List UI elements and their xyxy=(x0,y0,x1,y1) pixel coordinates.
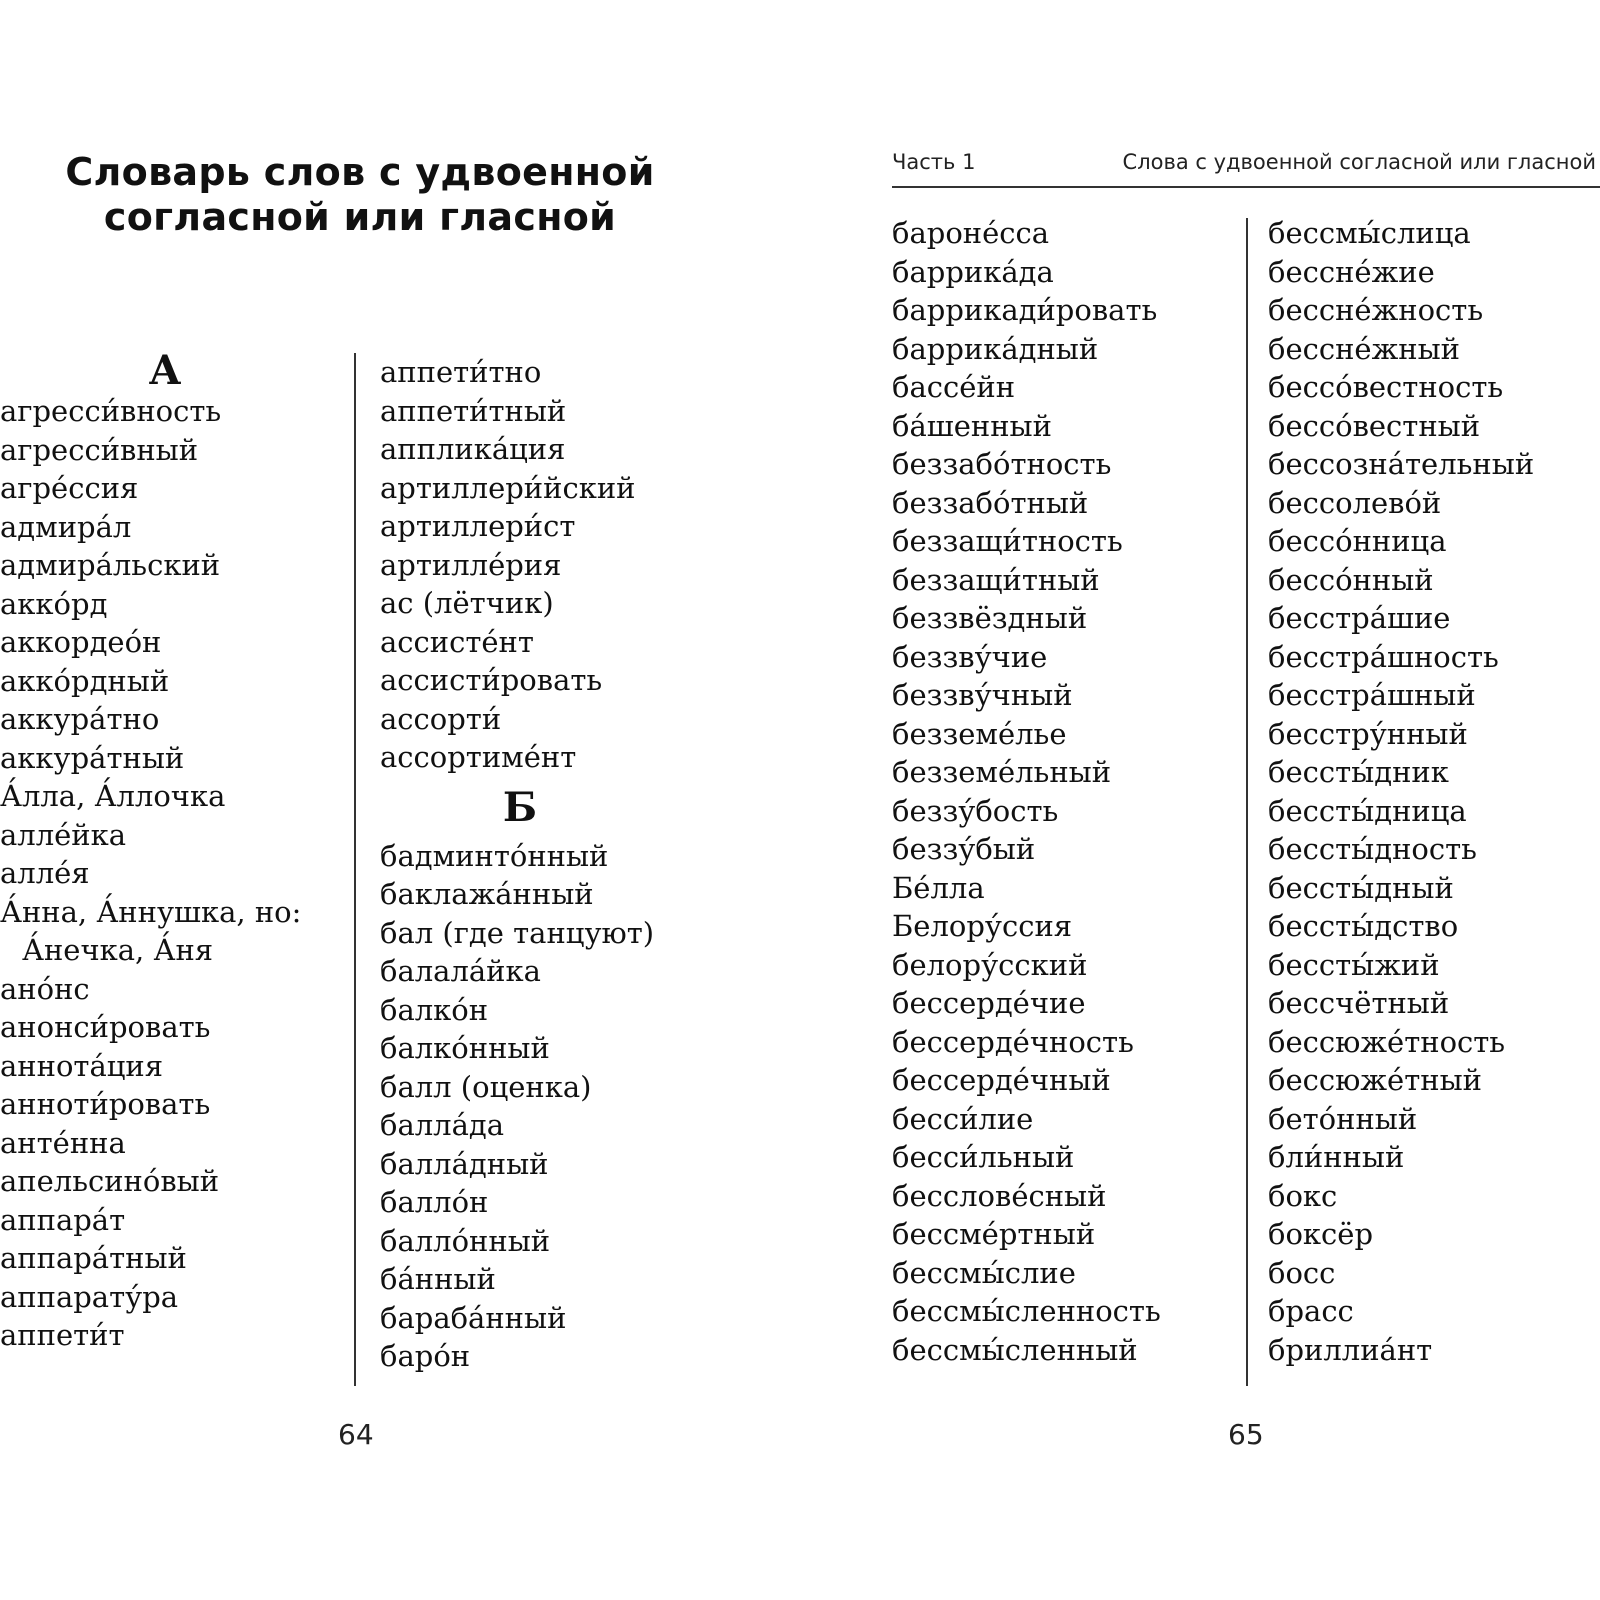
dictionary-entry: артиллери́ст xyxy=(380,509,576,543)
dictionary-entry: бессерде́чный xyxy=(892,1063,1111,1097)
dictionary-entry: бесстру́нный xyxy=(1268,716,1468,751)
dictionary-entry: А́нна, А́ннушка, но: xyxy=(0,894,302,929)
dictionary-entry: бадминто́нный xyxy=(380,838,609,873)
left-page-column-2 xyxy=(380,353,780,1376)
dictionary-entry: аппети́т xyxy=(0,1318,125,1352)
dictionary-entry: бессты́дница xyxy=(1268,793,1467,828)
dictionary-entry: апельсино́вый xyxy=(0,1164,220,1198)
dictionary-entry: агресси́вность xyxy=(0,394,222,428)
dictionary-entry: бессты́дный xyxy=(1268,870,1454,905)
dictionary-entry: ассорти́ xyxy=(380,701,502,736)
dictionary-title xyxy=(30,150,690,240)
dictionary-entry: аккордео́н xyxy=(0,625,162,659)
dictionary-entry: бесстра́шие xyxy=(1268,601,1451,635)
dictionary-entry: бессмы́слие xyxy=(892,1255,1076,1290)
dictionary-entry: апплика́ция xyxy=(380,432,566,466)
dictionary-entry: бессты́дство xyxy=(1268,909,1459,943)
dictionary-entry: аннота́ция xyxy=(0,1048,164,1083)
dictionary-entry: адмира́л xyxy=(0,509,132,544)
dictionary-entry: бессне́жие xyxy=(1268,254,1435,289)
letter-heading-a: А xyxy=(148,347,182,394)
dictionary-entry: бессчётный xyxy=(1268,986,1450,1020)
dictionary-entry: А́лла, А́ллочка xyxy=(0,779,226,813)
dictionary-entry: бессерде́чность xyxy=(892,1024,1134,1059)
right-page-column-1 xyxy=(892,214,1242,1369)
dictionary-entry: Белору́ссия xyxy=(892,909,1073,943)
dictionary-entry: балл (оценка) xyxy=(380,1069,592,1104)
dictionary-entry: боксёр xyxy=(1268,1217,1374,1251)
dictionary-entry: бессолево́й xyxy=(1268,485,1442,520)
right-page xyxy=(800,0,1600,1600)
dictionary-entry: бессо́нный xyxy=(1268,562,1434,597)
dictionary-entry: анте́нна xyxy=(0,1125,126,1160)
dictionary-entry: ба́шенный xyxy=(892,408,1052,443)
dictionary-entry: бессме́ртный xyxy=(892,1217,1096,1251)
dictionary-entry: беззабо́тность xyxy=(892,447,1112,481)
dictionary-entry: А́нечка, А́ня xyxy=(22,933,214,967)
dictionary-entry: босс xyxy=(1268,1255,1336,1290)
dictionary-entry: бессюже́тный xyxy=(1268,1063,1482,1097)
dictionary-entry: бессмы́слица xyxy=(1268,216,1471,250)
dictionary-entry: бриллиа́нт xyxy=(1268,1332,1433,1367)
page-number-left: 64 xyxy=(338,1418,374,1451)
dictionary-entry: балла́да xyxy=(380,1108,505,1142)
dictionary-entry: бессты́дник xyxy=(1268,755,1449,789)
dictionary-entry: алле́йка xyxy=(0,817,127,852)
dictionary-entry: бессты́дность xyxy=(1268,832,1477,866)
dictionary-entry: балло́нный xyxy=(380,1223,551,1258)
dictionary-entry: бессо́нница xyxy=(1268,524,1447,558)
dictionary-entry: бараба́нный xyxy=(380,1300,567,1335)
running-header xyxy=(892,150,1600,188)
dictionary-entry: ас (лётчик) xyxy=(380,586,554,620)
dictionary-entry: бессерде́чие xyxy=(892,986,1086,1020)
dictionary-entry: бето́нный xyxy=(1268,1101,1418,1136)
dictionary-entry: ассортиме́нт xyxy=(380,740,577,774)
dictionary-entry: аппети́тный xyxy=(380,393,567,428)
title-line-1: Словарь слов с удвоенной xyxy=(65,150,655,194)
dictionary-entry: беззвёздный xyxy=(892,601,1088,635)
dictionary-entry: беззву́чный xyxy=(892,678,1073,712)
dictionary-entry: аппара́т xyxy=(0,1202,126,1237)
dictionary-entry: баррика́дный xyxy=(892,331,1099,366)
left-page-column-1 xyxy=(0,349,350,1355)
dictionary-entry: беззeме́льный xyxy=(892,755,1112,789)
right-page-column-2 xyxy=(1268,214,1600,1369)
dictionary-entry: агре́ссия xyxy=(0,471,139,505)
dictionary-entry: бароне́сса xyxy=(892,216,1050,250)
header-section-title: Слова с удвоенной согласной или гласной xyxy=(1122,150,1596,174)
dictionary-entry: бессюже́тность xyxy=(1268,1024,1506,1059)
dictionary-entry: ассисте́нт xyxy=(380,624,534,659)
dictionary-entry: агресси́вный xyxy=(0,432,199,467)
dictionary-entry: артиллери́йский xyxy=(380,470,636,505)
header-part: Часть 1 xyxy=(892,150,976,174)
dictionary-entry: артилле́рия xyxy=(380,547,562,582)
dictionary-entry: баро́н xyxy=(380,1339,471,1373)
dictionary-entry: бессо́вестность xyxy=(1268,370,1504,404)
dictionary-entry: бесстра́шность xyxy=(1268,639,1499,674)
dictionary-entry: аннoти́ровать xyxy=(0,1087,211,1121)
dictionary-entry: бли́нный xyxy=(1268,1140,1405,1174)
dictionary-entry: беззабо́тный xyxy=(892,485,1089,520)
right-column-divider xyxy=(1246,218,1248,1386)
dictionary-entry: алле́я xyxy=(0,856,90,890)
dictionary-entry: бесси́льный xyxy=(892,1140,1075,1174)
dictionary-entry: адмира́льский xyxy=(0,548,221,582)
dictionary-entry: бессо́вестный xyxy=(1268,408,1481,443)
dictionary-entry: бессне́жность xyxy=(1268,293,1484,327)
dictionary-entry: беззeме́лье xyxy=(892,716,1067,751)
page-number-right: 65 xyxy=(1228,1418,1264,1451)
dictionary-entry: беззву́чие xyxy=(892,639,1048,674)
dictionary-entry: балла́дный xyxy=(380,1146,549,1181)
dictionary-entry: аккура́тно xyxy=(0,702,160,736)
dictionary-entry: бессне́жный xyxy=(1268,331,1461,366)
dictionary-entry: баррикади́ровать xyxy=(892,293,1158,327)
dictionary-entry: ассисти́ровать xyxy=(380,663,603,697)
dictionary-entry: ба́нный xyxy=(380,1262,496,1296)
title-line-2: согласной или гласной xyxy=(103,195,617,239)
dictionary-entry: беззащи́тный xyxy=(892,562,1100,597)
dictionary-entry: бессмы́сленный xyxy=(892,1332,1138,1367)
dictionary-entry: баррика́да xyxy=(892,254,1054,289)
dictionary-entry: брасс xyxy=(1268,1294,1354,1328)
dictionary-entry: бессмы́сленность xyxy=(892,1294,1161,1328)
dictionary-entry: бессловéсный xyxy=(892,1178,1107,1213)
dictionary-entry: беззу́бость xyxy=(892,793,1059,828)
dictionary-entry: балала́йка xyxy=(380,954,541,988)
dictionary-entry: бессты́жий xyxy=(1268,947,1440,982)
dictionary-entry: аппарату́ра xyxy=(0,1279,179,1314)
dictionary-entry: балло́н xyxy=(380,1185,489,1219)
dictionary-entry: аккура́тный xyxy=(0,740,185,775)
dictionary-entry: акко́рдный xyxy=(0,663,170,698)
dictionary-entry: акко́рд xyxy=(0,586,108,621)
dictionary-entry: бокс xyxy=(1268,1178,1338,1213)
left-column-divider xyxy=(354,353,356,1386)
dictionary-entry: Бе́лла xyxy=(892,870,985,905)
dictionary-entry: аппети́тно xyxy=(380,355,542,389)
dictionary-entry: баклажа́нный xyxy=(380,877,594,911)
dictionary-entry: балко́н xyxy=(380,992,489,1027)
dictionary-entry: беззу́бый xyxy=(892,832,1036,866)
dictionary-entry: бесстра́шный xyxy=(1268,678,1476,712)
dictionary-entry: беззащи́тность xyxy=(892,524,1123,558)
dictionary-entry: бассе́йн xyxy=(892,370,1016,404)
dictionary-entry: балко́нный xyxy=(380,1031,550,1065)
dictionary-entry: анонси́ровать xyxy=(0,1010,211,1044)
dictionary-entry: белору́сский xyxy=(892,947,1088,982)
dictionary-entry: бесси́лие xyxy=(892,1101,1034,1136)
dictionary-entry: аппара́тный xyxy=(0,1241,187,1275)
dictionary-entry: ано́нс xyxy=(0,971,90,1006)
dictionary-entry: бессозна́тельный xyxy=(1268,447,1535,481)
dictionary-entry: бал (где танцуют) xyxy=(380,915,655,950)
letter-heading-b: Б xyxy=(502,783,538,831)
